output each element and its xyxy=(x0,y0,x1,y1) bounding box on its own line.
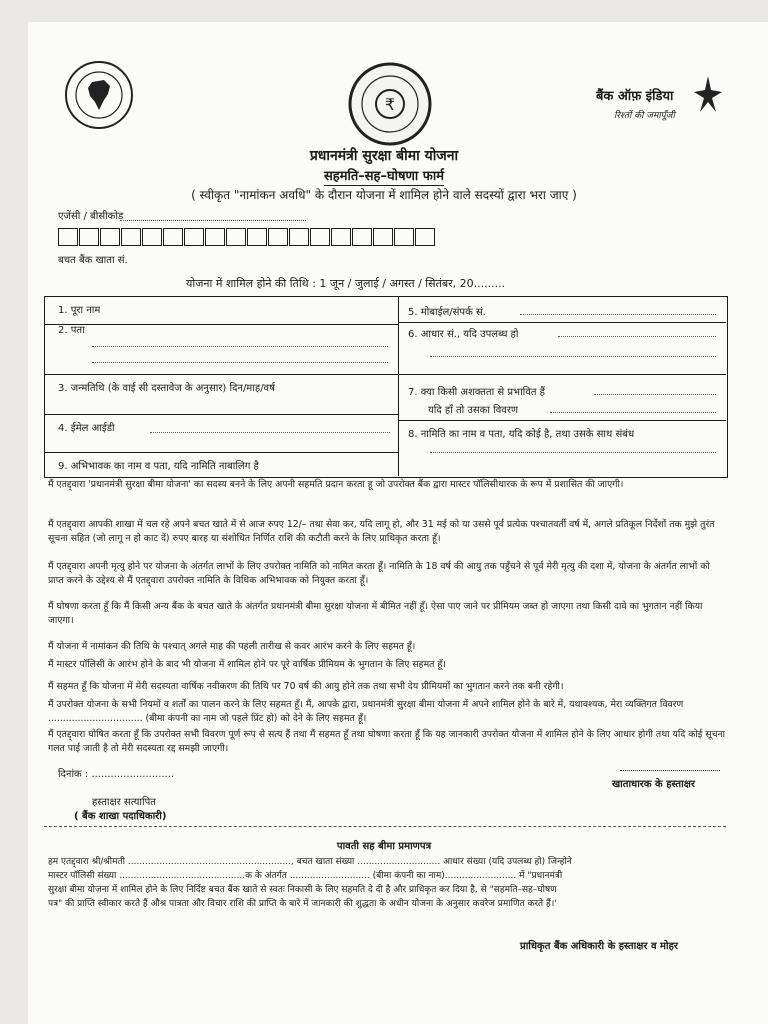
bank-tagline: रिश्तों की जमापूँजी xyxy=(614,111,675,121)
holder-signature-line[interactable] xyxy=(620,770,720,771)
agency-code-label: एजेंसी / बीसीकोड xyxy=(58,211,124,222)
table-divider xyxy=(398,296,399,476)
declaration-2: मैं एतद्द्वारा आपकी शाखा में चल रहे अपने बचत खाते में से आज रुपए 12/– तथा सेवा कर, यदि लागू हो, और 31 मई को या उससे पूर्व प्रत्येक पश्चातवर्ती वर्ष में, अगले प्रतिकूल निर्देशों तक मुझे तुरंत सूचना सहित (जो लागू न हो काट दें) रुपए बारह या संशोधित निर्णित राशि की कटौती करने के लिए प्राधिकृत करता हूँ। xyxy=(48,519,715,544)
bank-name: बैंक ऑफ़ इंडिया xyxy=(596,89,674,104)
form-title: प्रधानमंत्री सुरक्षा बीमा योजना xyxy=(309,148,459,164)
star-logo-icon xyxy=(692,74,724,114)
india-map-seal-icon xyxy=(64,60,134,130)
dob-label: 3. जन्मतिथि (के वाई सी दस्तावेज के अनुसार) दिन/माह/वर्ष xyxy=(58,383,275,394)
holder-signature-label: खाताधारक के हस्ताक्षर xyxy=(612,779,695,790)
declaration-5: मैं योजना में नामांकन की तिथि के पश्चात् अगले माह की पहली तारीख से कवर आरंभ करने के लिए सहमत हूँ। xyxy=(48,641,416,652)
ack-line-2: मास्टर पॉलिसी संख्या ............................................क के अंतर्गत ............................ (बीमा कंपनी का नाम)......................... में "प्रधानमंत्री xyxy=(48,871,563,881)
address-label: 2. पता xyxy=(58,325,85,336)
declaration-9: मैं एतद्द्वारा घोषित करता हूँ कि उपरोक्त सभी विवरण पूर्ण रूप से सत्य हैं तथा मैं सहमत हूँ तथा घोषणा करता हूँ कि यह जानकारी उपरोक्त योजना में शामिल होने के लिए आधार होगी तथा यदि कोई सूचना गलत पाई जाती है तो मेरी सदस्यता रद्द समझी जाएगी। xyxy=(48,729,726,754)
form-instruction: ( स्वीकृत "नामांकन अवधि" के दौरान योजना में शामिल होने वाले सदस्यों द्वारा भरा जाए ) xyxy=(191,188,577,202)
agency-code-field[interactable] xyxy=(120,220,306,221)
ack-line-1: हम एतद्द्वारा श्री/श्रीमती ........................................................., बचत खाता संख्या ............................. आधार संख्या (यदि उपलब्ध हो) जिन्होने xyxy=(48,857,572,867)
join-date: योजना में शामिल होने की तिथि : 1 जून / जुलाई / अगस्त / सितंबर, 20......... xyxy=(186,277,506,290)
email-label: 4. ईमेल आईडी xyxy=(58,423,115,434)
disability-label: 7. क्या किसी अशक्तता से प्रभावित हैं xyxy=(408,387,545,398)
svg-text:₹: ₹ xyxy=(384,95,396,114)
attested-label: हस्ताक्षर सत्यापित xyxy=(92,797,156,808)
declaration-4: मैं घोषणा करता हूँ कि मैं किसी अन्य बैंक के बचत खाते के अंतर्गत प्रधानमंत्री बीमा सुरक्षा योजना में बीमित नहीं हूँ। ऐसा पाए जाने पर प्रीमियम जब्त हो जाएगा तथा किसी दावे का भुगतान नहीं किया जाएगा। xyxy=(48,601,703,626)
aadhaar-label: 6. आधार सं., यदि उपलब्ध हो xyxy=(408,329,519,340)
mobile-label: 5. मोबाईल/संपर्क सं. xyxy=(408,307,486,318)
aadhaar-field[interactable] xyxy=(558,336,716,337)
form-subtitle: सहमति–सह–घोषणा फार्म xyxy=(324,169,444,184)
bank-logo xyxy=(596,80,726,130)
disability-field[interactable] xyxy=(594,394,716,395)
disability-detail-field[interactable] xyxy=(550,412,716,413)
declaration-7: मैं सहमत हूँ कि योजना में मेरी सदस्यता वार्षिक नवीकरण की तिथि पर 70 वर्ष की आयु होने तक तथा सभी देय प्रीमियमों का भुगतान करने तक बनी रहेगी। xyxy=(48,681,564,692)
disability-detail-label: यदि हाँ तो उसका विवरण xyxy=(428,405,519,416)
declaration-6: मैं मास्टर पॉलिसी के आरंभ होने के बाद भी योजना में शामिल होने पर पूरे वार्षिक प्रीमियम के भुगतान के लिए सहमत हूँ। xyxy=(48,659,446,670)
declaration-1: मैं एतद्द्वारा 'प्रधानमंत्री सुरक्षा बीमा योजना' का सदस्य बनने के लिए अपनी सहमति प्रदान करता हू जो उपरोक्त बैंक द्वारा मास्टर पॉलिसीधारक के रूप में प्रशासित की जाएगी। xyxy=(48,479,624,490)
declaration-8: मैं उपरोक्त योजना के सभी नियमों व शर्तों का पालन करने के लिए सहमत हूँ। मैं, आपके द्वारा, प्रधानमंत्री सुरक्षा बीमा योजना में अपने शामिल होने के बारे में, यथावश्यक, मेरा व्यक्तिगत विवरण ................................ (बीमा कंपनी का नाम जो पहले प्रिंट हो) को देने के लिए सहमत हूँ। xyxy=(48,699,684,724)
ack-line-4: पत्र" की प्राप्ति स्वीकार करते हैं औश्र पात्रता और विचार राशि की प्राप्ति के बारे में जानकारी की शुद्धता के अधीन योजना के अनुसार कवरेज प्रमाणित करते हैं।' xyxy=(48,899,557,909)
guardian-label: 9. अभिभावक का नाम व पता, यदि नामिति नाबालिग है xyxy=(58,461,259,472)
nominee-label: 8. नामिति का नाम व पता, यदि कोई है, तथा उसके साथ संबंध xyxy=(408,429,635,440)
account-label: बचत बैंक खाता सं. xyxy=(58,255,128,266)
officer-signature-label: प्राधिकृत बैंक अधिकारी के हस्ताक्षर व मोहर xyxy=(520,941,678,952)
declaration-3: मैं एतद्द्वारा अपनी मृत्यु होने पर योजना के अंतर्गत लाभों के लिए उपरोक्त नामिति को नामित करता हूँ। नामिति के 18 वर्ष की आयु तक पहुँचने से पूर्व मेरी मृत्यु की दशा में, योजना के अंतर्गत लाभों को प्राप्त करने के उद्देश्य से मैं एतद्द्वारा उपरोक्त नामिति के विधिक अभिभावक को नियुक्त करता हूँ। xyxy=(48,561,710,586)
email-field[interactable] xyxy=(150,432,390,433)
account-number-boxes[interactable] xyxy=(58,228,436,246)
ack-title: पावती सह बीमा प्रमाणपत्र xyxy=(336,841,432,852)
date-label: दिनांक : .......................... xyxy=(58,769,175,780)
jan-dhan-yojana-rupee-seal-icon xyxy=(348,62,432,146)
full-name-label: 1. पूरा नाम xyxy=(58,305,101,316)
address-field[interactable] xyxy=(92,346,388,347)
branch-officer-label: ( बैंक शाखा पदाधिकारी) xyxy=(74,811,167,822)
mobile-field[interactable] xyxy=(520,314,716,315)
tear-off-line xyxy=(44,826,726,827)
nominee-field[interactable] xyxy=(430,452,716,453)
ack-line-3: सुरक्षा बीमा योजना में शामिल होने के लिए निर्दिष्ट बचत बैंक खाते से स्वतः निकासी के लिए सहमति दे दी है और प्राधिकृत कर दिया है, से "सहमति–सह–घोषण xyxy=(48,885,557,895)
